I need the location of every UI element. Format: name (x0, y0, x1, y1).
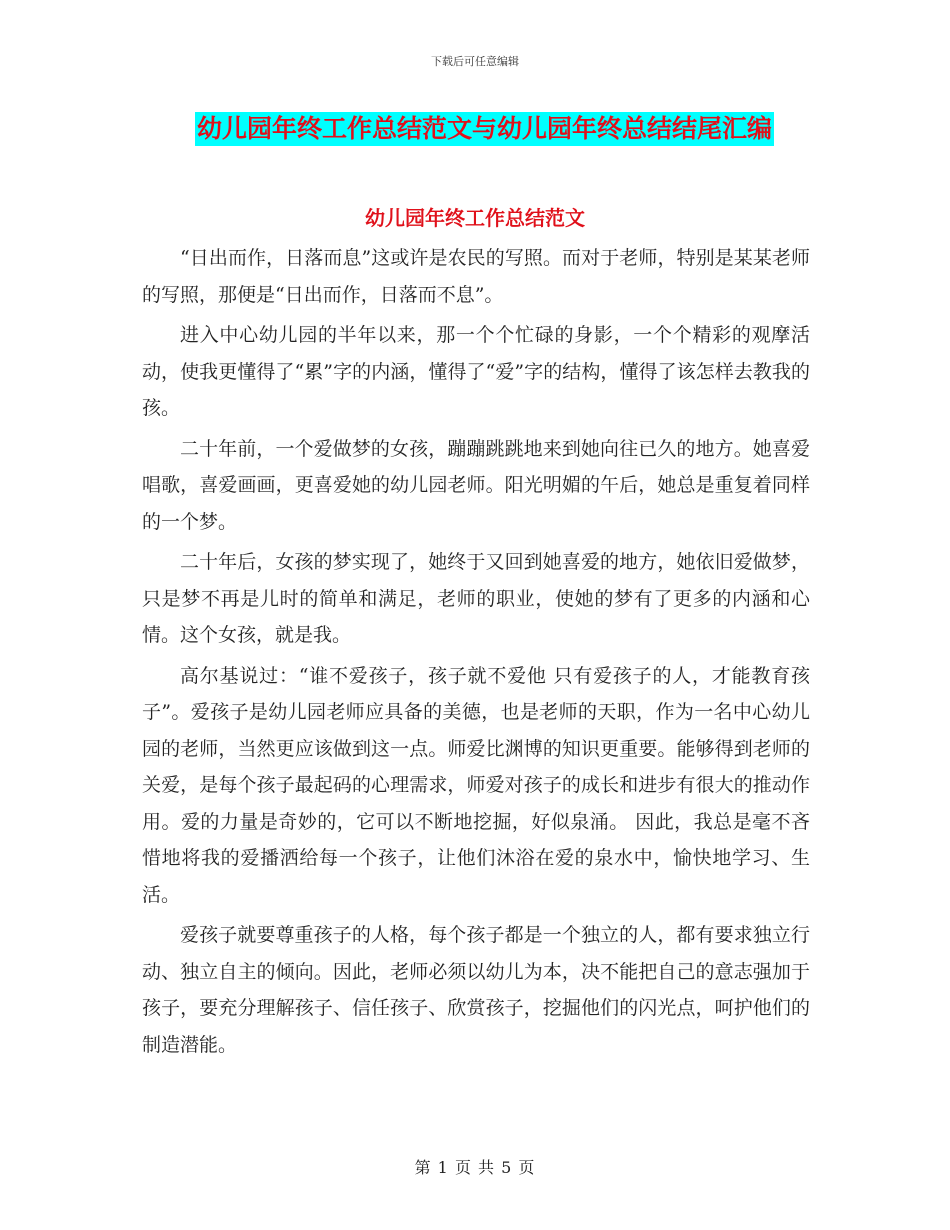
paragraph: “日出而作，日落而息”这或许是农民的写照。而对于老师，特别是某某老师的写照，那便是“日出而作，日落而不息”。 (142, 247, 810, 306)
document-title: 幼儿园年终工作总结范文与幼儿园年终总结结尾汇编 (195, 112, 774, 146)
paragraph: 二十年后，女孩的梦实现了，她终于又回到她喜爱的地方，她依旧爱做梦，只是梦不再是儿时的简单和满足，老师的职业，使她的梦有了更多的内涵和心情。这个女孩，就是我。 (142, 551, 810, 646)
paragraph: 爱孩子就要尊重孩子的人格，每个孩子都是一个独立的人，都有要求独立行动、独立自主的倾向。因此，老师必须以幼儿为本，决不能把自己的意志强加于孩子，要充分理解孩子、信任孩子、欣赏孩子，挖掘他们的闪光点，呵护他们的制造潜能。 (142, 924, 810, 1056)
page-number-footer: 第 1 页 共 5 页 (414, 1158, 536, 1177)
document-body (142, 240, 810, 1067)
header-note: 下载后可任意编辑 (431, 55, 519, 68)
section-title: 幼儿园年终工作总结范文 (365, 206, 585, 230)
paragraph: 高尔基说过：“谁不爱孩子，孩子就不爱他 只有爱孩子的人，才能教育孩子”。爱孩子是幼儿园老师应具备的美德，也是老师的天职，作为一名中心幼儿园的老师，当然更应该做到这一点。师爱比渊博的知识更重要。能够得到老师的关爱，是每个孩子最起码的心理需求，师爱对孩子的成长和进步有很大的推动作用。爱的力量是奇妙的，它可以不断地挖掘，好似泉涌。 因此，我总是毫不吝惜地将我的爱播洒给每一个孩子，让他们沐浴在爱的泉水中，愉快地学习、生活。 (142, 664, 810, 906)
paragraph: 二十年前，一个爱做梦的女孩，蹦蹦跳跳地来到她向往已久的地方。她喜爱唱歌，喜爱画画，更喜爱她的幼儿园老师。阳光明媚的午后，她总是重复着同样的一个梦。 (142, 437, 810, 533)
paragraph: 进入中心幼儿园的半年以来，那一个个忙碌的身影，一个个精彩的观摩活动，使我更懂得了“累”字的内涵，懂得了“爱”字的结构，懂得了该怎样去教我的孩。 (142, 324, 810, 419)
